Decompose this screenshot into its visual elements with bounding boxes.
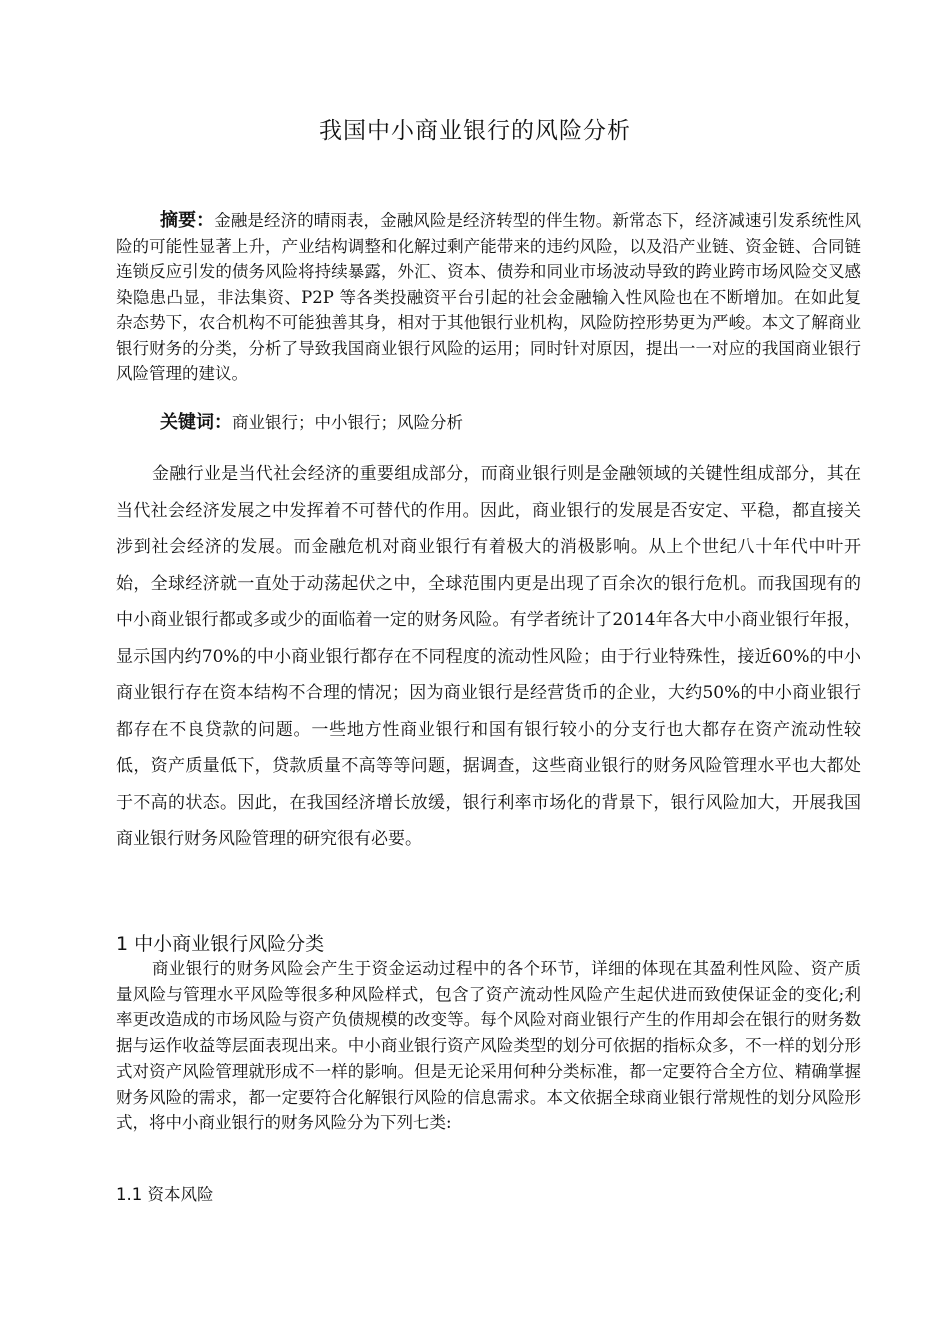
keywords-label: 关键词：	[160, 412, 232, 433]
page-title: 我国中小商业银行的风险分析	[319, 118, 631, 144]
abstract-label: 摘要：	[160, 210, 215, 231]
keywords-line	[160, 410, 463, 436]
section-1-heading: 1 中小商业银行风险分类	[116, 933, 325, 955]
section-1-1-heading: 1.1 资本风险	[116, 1185, 214, 1204]
intro-paragraph: 金融行业是当代社会经济的重要组成部分，而商业银行则是金融领域的关键性组成部分，其在当代社会经济发展之中发挥着不可替代的作用。因此，商业银行的发展是否安定、平稳，都直接关涉到社会经济的发展。而金融危机对商业银行有着极大的消极影响。从上个世纪八十年代中叶开始，全球经济就一直处于动荡起伏之中，全球范围内更是出现了百余次的银行危机。而我国现有的中小商业银行都或多或少的面临着一定的财务风险。有学者统计了2014年各大中小商业银行年报，显示国内约70%的中小商业银行都存在不同程度的流动性风险；由于行业特殊性，接近60%的中小商业银行存在资本结构不合理的情况；因为商业银行是经营货币的企业，大约50%的中小商业银行都存在不良贷款的问题。一些地方性商业银行和国有银行较小的分支行也大都存在资产流动性较低，资产质量低下，贷款质量不高等等问题，据调查，这些商业银行的财务风险管理水平也大都处于不高的状态。因此，在我国经济增长放缓，银行利率市场化的背景下，银行风险加大，开展我国商业银行财务风险管理的研究很有必要。	[116, 464, 861, 849]
abstract-text: 金融是经济的晴雨表，金融风险是经济转型的伴生物。新常态下，经济减速引发系统性风险的可能性显著上升，产业结构调整和化解过剩产能带来的违约风险，以及沿产业链、资金链、合同链连锁反应引发的债务风险将持续暴露，外汇、资本、债券和同业市场波动导致的跨业跨市场风险交叉感染隐患凸显，非法集资、P2P 等各类投融资平台引起的社会金融输入性风险也在不断增加。在如此复杂态势下，农合机构不可能独善其身，相对于其他银行业机构，风险防控形势更为严峻。本文了解商业银行财务的分类，分析了导致我国商业银行风险的运用；同时针对原因，提出一一对应的我国商业银行风险管理的建议。	[116, 211, 862, 383]
section-1-paragraph: 商业银行的财务风险会产生于资金运动过程中的各个环节，详细的体现在其盈利性风险、资产质量风险与管理水平风险等很多种风险样式，包含了资产流动性风险产生起伏进而致使保证金的变化;利率更改造成的市场风险与资产负债规模的改变等。每个风险对商业银行产生的作用却会在银行的财务数据与运作收益等层面表现出来。中小商业银行资产风险类型的划分可依据的指标众多，不一样的划分形式对资产风险管理就形成不一样的影响。但是无论采用何种分类标准，都一定要符合全方位、精确掌握财务风险的需求，都一定要符合化解银行风险的信息需求。本文依据全球商业银行常规性的划分风险形式，将中小商业银行的财务风险分为下列七类:	[116, 959, 861, 1133]
abstract-paragraph	[116, 208, 861, 387]
keywords-text: 商业银行；中小银行；风险分析	[232, 413, 463, 432]
